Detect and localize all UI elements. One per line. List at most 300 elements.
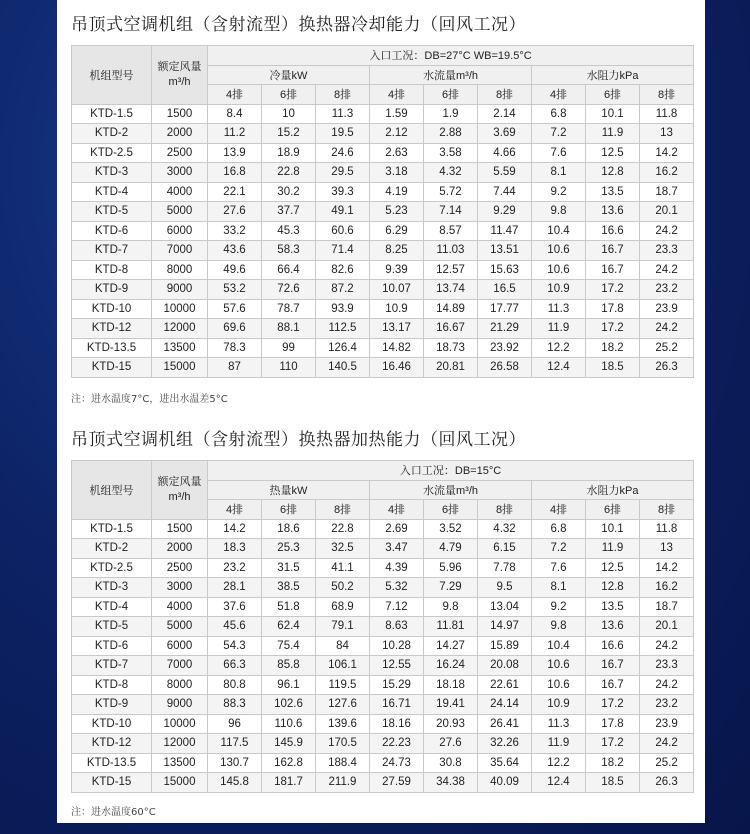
group-header-water-resistance: 水阻力kPa [532,65,694,85]
value-cell: 10 [262,104,316,124]
value-cell: 9.8 [532,617,586,637]
value-cell: 45.6 [208,617,262,637]
value-cell: 27.6 [424,734,478,754]
value-cell: 82.6 [316,260,370,280]
group-header-capacity: 热量kW [208,480,370,500]
value-cell: 7.44 [478,182,532,202]
value-cell: 23.2 [640,695,694,715]
table-row [72,338,694,358]
value-cell: 16.6 [586,636,640,656]
value-cell: 43.6 [208,241,262,261]
value-cell: 3.69 [478,124,532,144]
value-cell: 33.2 [208,221,262,241]
table-row [72,280,694,300]
airflow-cell: 5000 [152,202,208,222]
value-cell: 8.1 [532,578,586,598]
cooling-section-title: 吊顶式空调机组（含射流型）换热器冷却能力（回风工况） [71,15,526,35]
value-cell: 10.9 [370,299,424,319]
value-cell: 58.3 [262,241,316,261]
value-cell: 10.6 [532,675,586,695]
value-cell: 10.6 [532,656,586,676]
model-cell: KTD-15 [72,773,152,793]
model-cell: KTD-9 [72,280,152,300]
value-cell: 34.38 [424,773,478,793]
group-header-water-flow: 水流量m³/h [370,480,532,500]
group-header-water-flow: 水流量m³/h [370,65,532,85]
value-cell: 11.9 [532,734,586,754]
value-cell: 88.1 [262,319,316,339]
value-cell: 11.3 [532,714,586,734]
value-cell: 4.32 [478,519,532,539]
value-cell: 18.73 [424,338,478,358]
airflow-cell: 6000 [152,636,208,656]
model-cell: KTD-6 [72,636,152,656]
value-cell: 10.1 [586,104,640,124]
value-cell: 18.9 [262,143,316,163]
value-cell: 19.41 [424,695,478,715]
value-cell: 27.6 [208,202,262,222]
value-cell: 10.6 [532,241,586,261]
value-cell: 17.77 [478,299,532,319]
value-cell: 30.2 [262,182,316,202]
airflow-cell: 7000 [152,241,208,261]
value-cell: 26.3 [640,773,694,793]
value-cell: 10.1 [586,519,640,539]
table-row [72,143,694,163]
value-cell: 69.6 [208,319,262,339]
value-cell: 7.12 [370,597,424,617]
table-row [72,753,694,773]
value-cell: 11.9 [532,319,586,339]
value-cell: 11.8 [640,519,694,539]
table-row [72,319,694,339]
model-cell: KTD-3 [72,163,152,183]
table-row [72,260,694,280]
value-cell: 8.63 [370,617,424,637]
table-row [72,636,694,656]
value-cell: 25.3 [262,539,316,559]
value-cell: 18.5 [586,773,640,793]
row-count-header: 4排 [208,500,262,520]
value-cell: 3.47 [370,539,424,559]
value-cell: 2.69 [370,519,424,539]
value-cell: 22.1 [208,182,262,202]
value-cell: 10.07 [370,280,424,300]
value-cell: 29.5 [316,163,370,183]
model-cell: KTD-4 [72,597,152,617]
value-cell: 13.74 [424,280,478,300]
value-cell: 37.6 [208,597,262,617]
value-cell: 12.4 [532,358,586,378]
value-cell: 106.1 [316,656,370,676]
model-cell: KTD-8 [72,675,152,695]
row-count-header: 8排 [478,85,532,105]
value-cell: 2.12 [370,124,424,144]
value-cell: 23.2 [640,280,694,300]
value-cell: 11.47 [478,221,532,241]
row-count-header: 6排 [262,500,316,520]
table-row [72,241,694,261]
value-cell: 7.2 [532,539,586,559]
value-cell: 13.17 [370,319,424,339]
heating-table [71,460,694,793]
airflow-header [152,461,208,520]
value-cell: 26.3 [640,358,694,378]
value-cell: 8.25 [370,241,424,261]
value-cell: 5.32 [370,578,424,598]
value-cell: 10.4 [532,636,586,656]
value-cell: 41.1 [316,558,370,578]
model-cell: KTD-7 [72,241,152,261]
value-cell: 39.3 [316,182,370,202]
value-cell: 23.9 [640,714,694,734]
value-cell: 78.7 [262,299,316,319]
value-cell: 188.4 [316,753,370,773]
value-cell: 50.2 [316,578,370,598]
airflow-cell: 3000 [152,578,208,598]
value-cell: 71.4 [316,241,370,261]
model-cell: KTD-9 [72,695,152,715]
value-cell: 16.7 [586,675,640,695]
value-cell: 3.58 [424,143,478,163]
model-cell: KTD-2 [72,539,152,559]
value-cell: 25.2 [640,753,694,773]
value-cell: 170.5 [316,734,370,754]
value-cell: 87 [208,358,262,378]
value-cell: 62.4 [262,617,316,637]
value-cell: 139.6 [316,714,370,734]
value-cell: 8.57 [424,221,478,241]
model-cell: KTD-10 [72,714,152,734]
airflow-cell: 8000 [152,260,208,280]
value-cell: 18.7 [640,597,694,617]
model-cell: KTD-10 [72,299,152,319]
value-cell: 12.5 [586,558,640,578]
table-row [72,773,694,793]
value-cell: 72.6 [262,280,316,300]
row-count-header: 4排 [532,500,586,520]
model-cell: KTD-4 [72,182,152,202]
airflow-cell: 13500 [152,338,208,358]
airflow-cell: 2000 [152,124,208,144]
value-cell: 40.09 [478,773,532,793]
heating-table-body [72,519,694,792]
value-cell: 24.2 [640,636,694,656]
model-header: 机组型号 [72,46,152,105]
value-cell: 18.18 [424,675,478,695]
airflow-cell: 15000 [152,358,208,378]
value-cell: 11.03 [424,241,478,261]
value-cell: 6.29 [370,221,424,241]
value-cell: 80.8 [208,675,262,695]
value-cell: 12.55 [370,656,424,676]
value-cell: 13.04 [478,597,532,617]
value-cell: 11.81 [424,617,478,637]
value-cell: 60.6 [316,221,370,241]
value-cell: 16.7 [586,656,640,676]
value-cell: 22.8 [262,163,316,183]
value-cell: 140.5 [316,358,370,378]
group-header-water-resistance: 水阻力kPa [532,480,694,500]
value-cell: 16.5 [478,280,532,300]
value-cell: 17.2 [586,319,640,339]
model-cell: KTD-6 [72,221,152,241]
value-cell: 32.5 [316,539,370,559]
value-cell: 84 [316,636,370,656]
value-cell: 22.23 [370,734,424,754]
value-cell: 18.2 [586,753,640,773]
value-cell: 37.7 [262,202,316,222]
inlet-condition: 入口工况：DB=15°C [208,461,694,481]
model-header: 机组型号 [72,461,152,520]
value-cell: 13.6 [586,617,640,637]
value-cell: 87.2 [316,280,370,300]
value-cell: 17.8 [586,299,640,319]
airflow-cell: 5000 [152,617,208,637]
value-cell: 4.19 [370,182,424,202]
value-cell: 16.71 [370,695,424,715]
row-count-header: 8排 [316,85,370,105]
value-cell: 145.9 [262,734,316,754]
model-cell: KTD-2.5 [72,558,152,578]
value-cell: 32.26 [478,734,532,754]
table-row [72,675,694,695]
value-cell: 1.59 [370,104,424,124]
value-cell: 14.27 [424,636,478,656]
row-count-header: 4排 [208,85,262,105]
airflow-cell: 7000 [152,656,208,676]
cooling-note: 注：进水温度7°C，进出水温差5°C [71,394,228,405]
value-cell: 5.59 [478,163,532,183]
value-cell: 14.2 [640,558,694,578]
value-cell: 211.9 [316,773,370,793]
value-cell: 20.1 [640,202,694,222]
model-cell: KTD-5 [72,617,152,637]
cooling-table-body [72,104,694,377]
row-count-header: 6排 [586,500,640,520]
model-cell: KTD-7 [72,656,152,676]
value-cell: 23.3 [640,656,694,676]
airflow-cell: 12000 [152,319,208,339]
value-cell: 57.6 [208,299,262,319]
value-cell: 15.63 [478,260,532,280]
value-cell: 9.2 [532,182,586,202]
value-cell: 10.9 [532,280,586,300]
value-cell: 79.1 [316,617,370,637]
table-row [72,558,694,578]
value-cell: 1.9 [424,104,478,124]
value-cell: 22.8 [316,519,370,539]
value-cell: 20.93 [424,714,478,734]
value-cell: 26.58 [478,358,532,378]
value-cell: 35.64 [478,753,532,773]
table-row [72,695,694,715]
value-cell: 12.8 [586,578,640,598]
airflow-cell: 2500 [152,143,208,163]
airflow-cell: 6000 [152,221,208,241]
value-cell: 15.2 [262,124,316,144]
value-cell: 16.7 [586,260,640,280]
value-cell: 96.1 [262,675,316,695]
spec-panel [57,0,705,823]
value-cell: 13.6 [586,202,640,222]
airflow-header [152,46,208,105]
value-cell: 24.2 [640,734,694,754]
value-cell: 88.3 [208,695,262,715]
airflow-cell: 1500 [152,519,208,539]
value-cell: 10.9 [532,695,586,715]
row-count-header: 8排 [640,85,694,105]
value-cell: 30.8 [424,753,478,773]
value-cell: 7.6 [532,143,586,163]
value-cell: 22.61 [478,675,532,695]
value-cell: 7.2 [532,124,586,144]
value-cell: 2.88 [424,124,478,144]
value-cell: 23.92 [478,338,532,358]
value-cell: 24.2 [640,221,694,241]
table-row [72,299,694,319]
model-cell: KTD-13.5 [72,753,152,773]
value-cell: 85.8 [262,656,316,676]
value-cell: 14.82 [370,338,424,358]
heating-section-title: 吊顶式空调机组（含射流型）换热器加热能力（回风工况） [71,430,526,450]
value-cell: 15.29 [370,675,424,695]
heating-note: 注：进水温度60°C [71,807,156,818]
value-cell: 16.24 [424,656,478,676]
value-cell: 14.89 [424,299,478,319]
value-cell: 5.72 [424,182,478,202]
value-cell: 2.63 [370,143,424,163]
value-cell: 18.3 [208,539,262,559]
inlet-condition: 入口工况：DB=27°C WB=19.5°C [208,46,694,66]
value-cell: 68.9 [316,597,370,617]
value-cell: 11.3 [316,104,370,124]
value-cell: 17.2 [586,734,640,754]
value-cell: 4.39 [370,558,424,578]
value-cell: 23.3 [640,241,694,261]
value-cell: 13.9 [208,143,262,163]
value-cell: 16.2 [640,578,694,598]
value-cell: 14.2 [640,143,694,163]
value-cell: 13 [640,539,694,559]
model-cell: KTD-12 [72,734,152,754]
value-cell: 12.2 [532,338,586,358]
airflow-cell: 12000 [152,734,208,754]
table-row [72,104,694,124]
value-cell: 9.5 [478,578,532,598]
table-row [72,656,694,676]
value-cell: 4.79 [424,539,478,559]
value-cell: 5.23 [370,202,424,222]
value-cell: 17.8 [586,714,640,734]
value-cell: 18.7 [640,182,694,202]
row-count-header: 4排 [370,500,424,520]
value-cell: 54.3 [208,636,262,656]
value-cell: 11.2 [208,124,262,144]
value-cell: 20.08 [478,656,532,676]
value-cell: 11.3 [532,299,586,319]
row-count-header: 6排 [424,85,478,105]
value-cell: 9.29 [478,202,532,222]
value-cell: 10.4 [532,221,586,241]
value-cell: 16.8 [208,163,262,183]
value-cell: 181.7 [262,773,316,793]
cooling-table [71,45,694,378]
value-cell: 13.5 [586,597,640,617]
row-count-header: 4排 [370,85,424,105]
table-row [72,539,694,559]
value-cell: 7.78 [478,558,532,578]
airflow-header-unit: m³/h [168,490,191,503]
value-cell: 8.4 [208,104,262,124]
group-header-capacity: 冷量kW [208,65,370,85]
value-cell: 66.3 [208,656,262,676]
value-cell: 26.41 [478,714,532,734]
table-row [72,358,694,378]
value-cell: 99 [262,338,316,358]
airflow-cell: 9000 [152,280,208,300]
value-cell: 126.4 [316,338,370,358]
value-cell: 18.2 [586,338,640,358]
value-cell: 10.6 [532,260,586,280]
airflow-cell: 10000 [152,714,208,734]
airflow-cell: 13500 [152,753,208,773]
airflow-cell: 1500 [152,104,208,124]
value-cell: 110.6 [262,714,316,734]
value-cell: 23.9 [640,299,694,319]
model-cell: KTD-13.5 [72,338,152,358]
value-cell: 117.5 [208,734,262,754]
row-count-header: 6排 [424,500,478,520]
value-cell: 93.9 [316,299,370,319]
value-cell: 20.1 [640,617,694,637]
model-cell: KTD-15 [72,358,152,378]
value-cell: 78.3 [208,338,262,358]
value-cell: 127.6 [316,695,370,715]
value-cell: 119.5 [316,675,370,695]
airflow-header-label: 额定风量 [157,475,202,488]
airflow-cell: 4000 [152,597,208,617]
value-cell: 18.5 [586,358,640,378]
value-cell: 13.51 [478,241,532,261]
value-cell: 14.2 [208,519,262,539]
row-count-header: 8排 [640,500,694,520]
value-cell: 4.66 [478,143,532,163]
value-cell: 3.18 [370,163,424,183]
value-cell: 6.15 [478,539,532,559]
table-row [72,714,694,734]
value-cell: 75.4 [262,636,316,656]
value-cell: 16.67 [424,319,478,339]
row-count-header: 4排 [532,85,586,105]
value-cell: 16.6 [586,221,640,241]
table-row [72,221,694,241]
value-cell: 12.5 [586,143,640,163]
value-cell: 9.8 [424,597,478,617]
value-cell: 18.16 [370,714,424,734]
airflow-header-label: 额定风量 [157,60,202,73]
value-cell: 17.2 [586,695,640,715]
value-cell: 3.52 [424,519,478,539]
value-cell: 24.73 [370,753,424,773]
value-cell: 14.97 [478,617,532,637]
value-cell: 16.2 [640,163,694,183]
value-cell: 7.29 [424,578,478,598]
value-cell: 24.6 [316,143,370,163]
airflow-cell: 3000 [152,163,208,183]
model-cell: KTD-3 [72,578,152,598]
model-cell: KTD-12 [72,319,152,339]
